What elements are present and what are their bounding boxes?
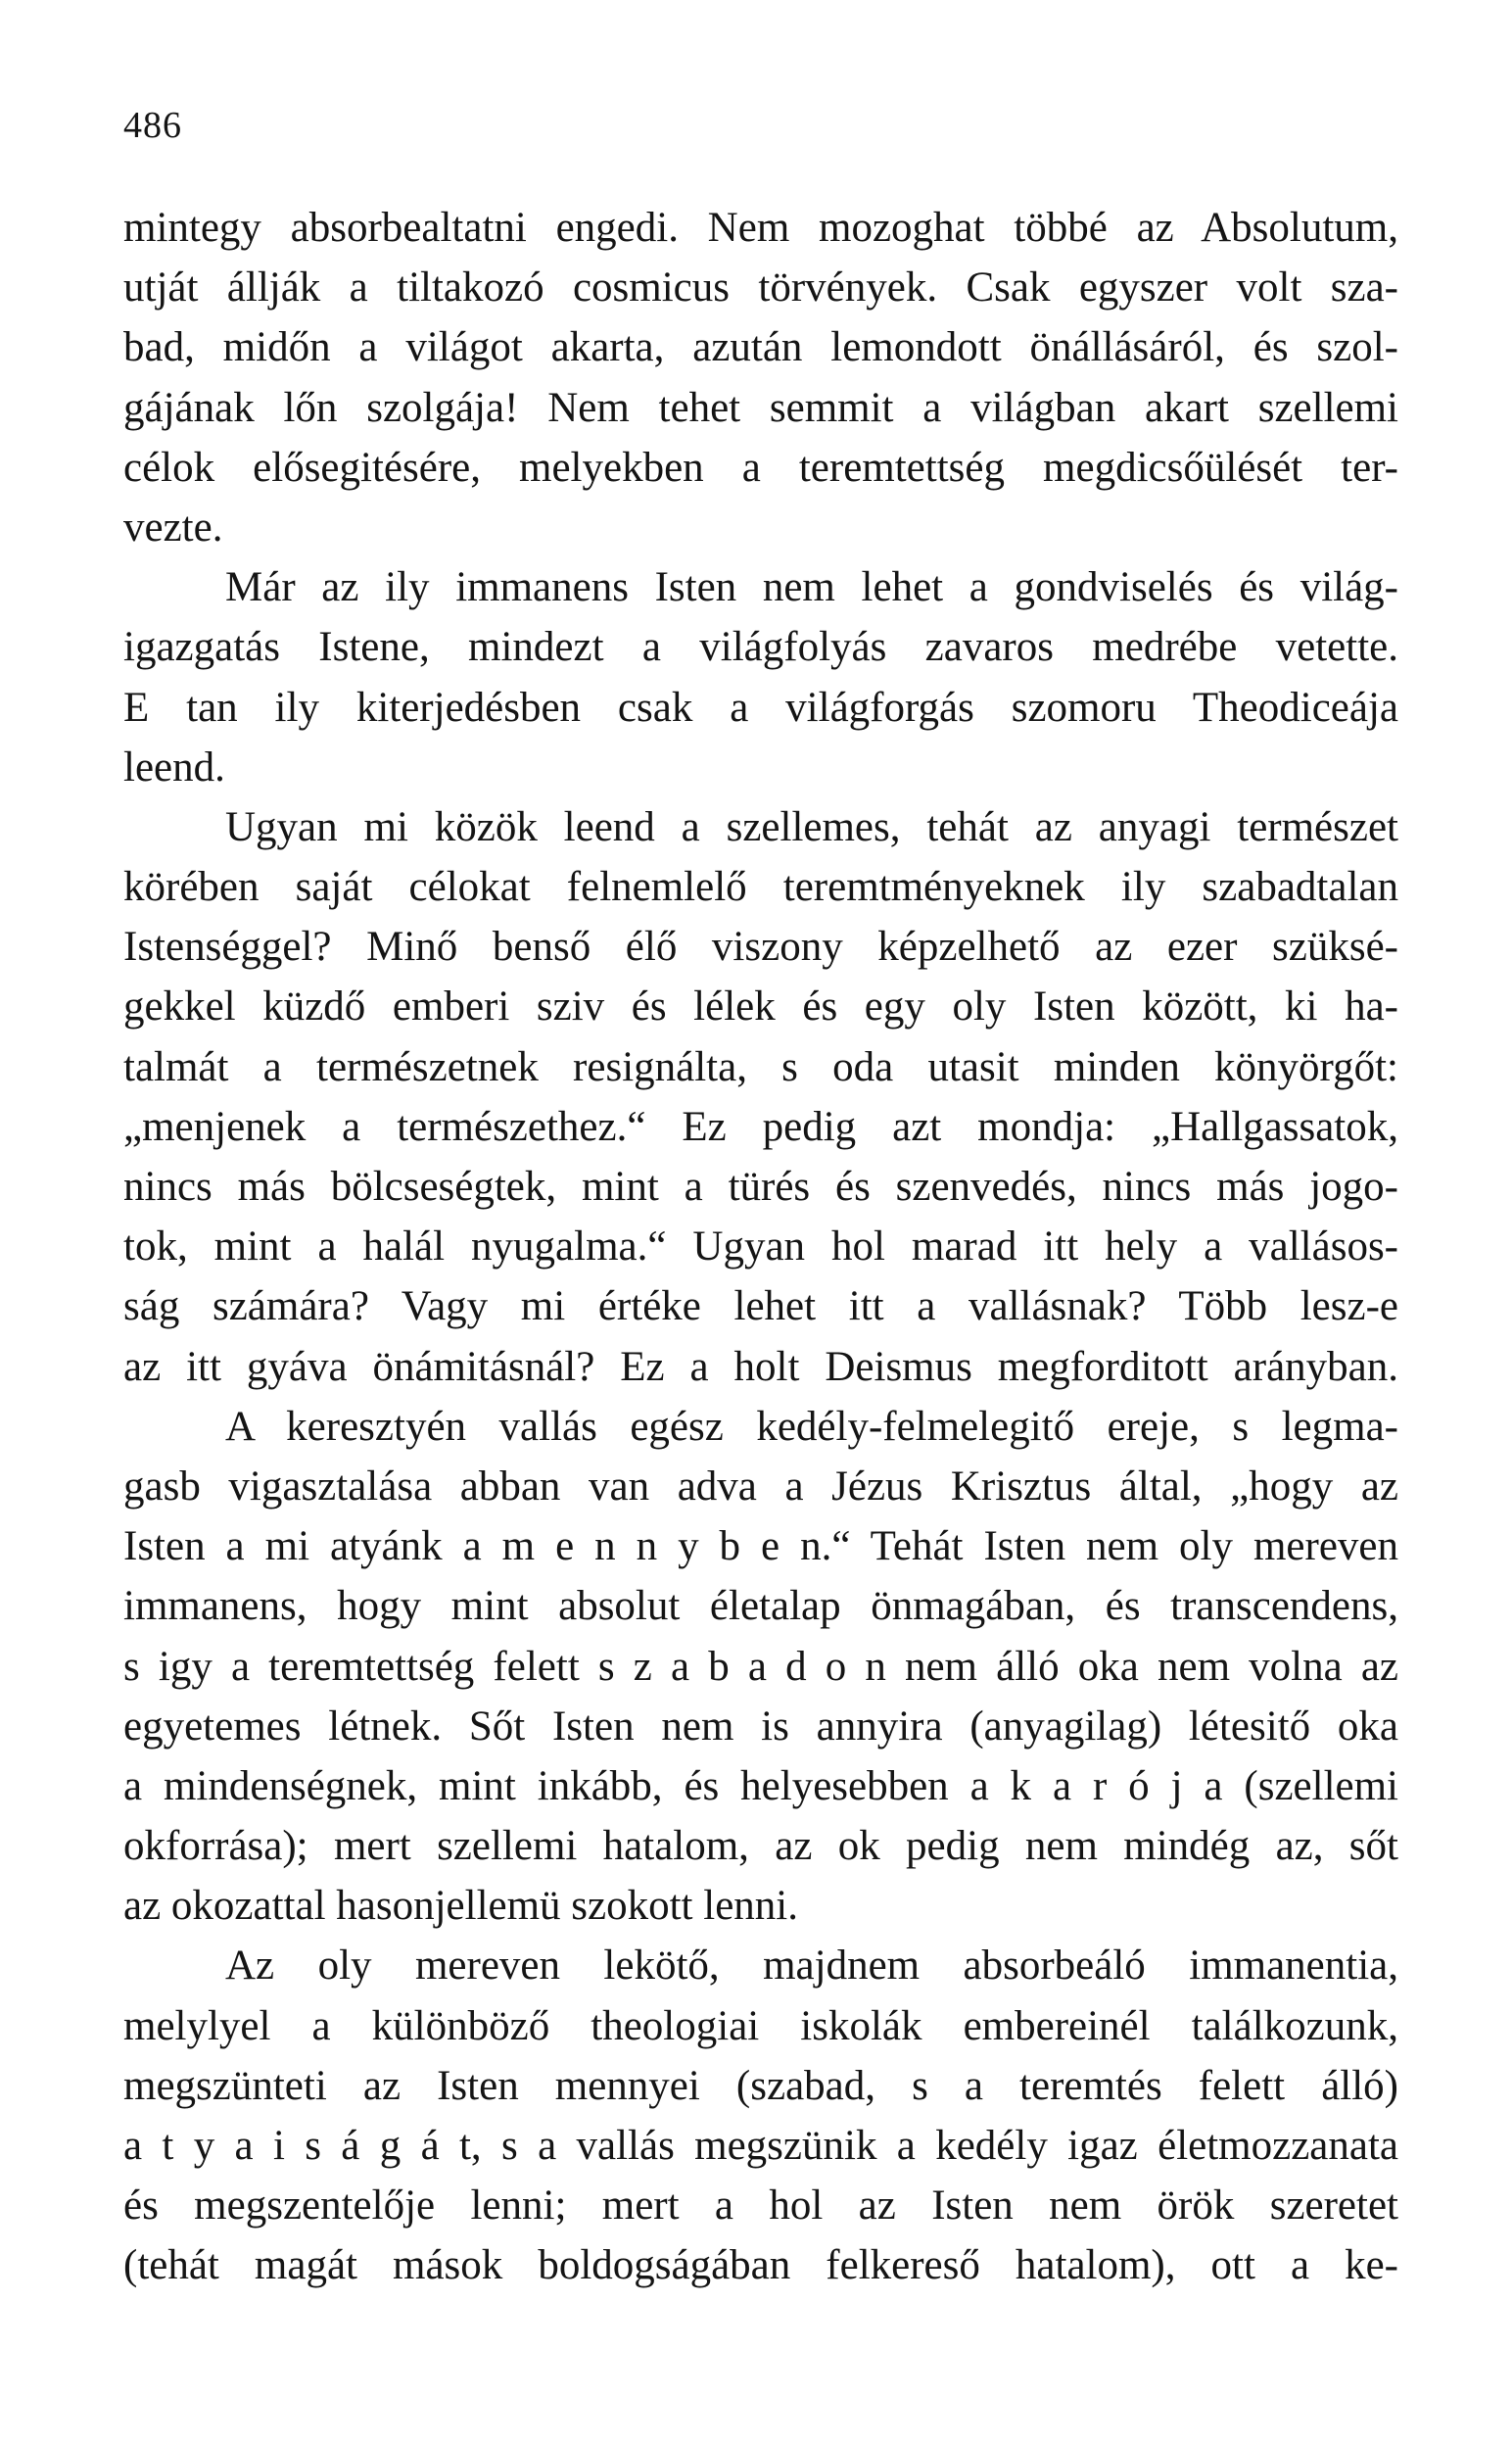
page-number: 486 — [123, 105, 182, 146]
text-line: Isten a mi atyánk a m e n n y b e n.“ Tehát Isten nem oly mereven — [123, 1523, 1398, 1570]
text-line: Ugyan mi közök leend a szellemes, tehát az anyagi természet — [225, 803, 1398, 850]
text-line: tok, mint a halál nyugalma.“ Ugyan hol marad itt hely a vallásos- — [123, 1223, 1398, 1271]
text-line: gekkel küzdő emberi sziv és lélek és egy oly Isten között, ki ha- — [123, 983, 1398, 1031]
body-text — [123, 198, 1398, 2296]
text-line: és megszentelője lenni; mert a hol az Isten nem örök szeretet — [123, 2182, 1398, 2230]
text-line: körében saját célokat felnemlelő teremtményeknek ily szabadtalan — [123, 864, 1398, 911]
text-line: Már az ily immanens Isten nem lehet a gondviselés és világ- — [225, 564, 1398, 611]
text-line: gájának lőn szolgája! Nem tehet semmit a világban akart szellemi — [123, 384, 1398, 431]
text-line: vezte. — [123, 504, 223, 551]
text-line: nincs más bölcseségtek, mint a türés és szenvedés, nincs más jogo- — [123, 1164, 1398, 1210]
text-line: immanens, hogy mint absolut életalap önmagában, és transcendens, — [123, 1583, 1398, 1630]
text-line: talmát a természetnek resignálta, s oda utasit minden könyörgőt: — [123, 1043, 1398, 1090]
text-line: okforrása); mert szellemi hatalom, az ok pedig nem mindég az, sőt — [123, 1823, 1398, 1870]
text-line: (tehát magát mások boldogságában felkereső hatalom), ott a ke- — [123, 2242, 1398, 2289]
text-line: célok elősegitésére, melyekben a teremtettség megdicsőülését ter- — [123, 444, 1398, 491]
text-line: az itt gyáva önámitásnál? Ez a holt Deismus megforditott arányban. — [123, 1343, 1398, 1390]
text-line: bad, midőn a világot akarta, azután lemondott önállásáról, és szol- — [123, 324, 1398, 371]
text-line: ság számára? Vagy mi értéke lehet itt a vallásnak? Több lesz-e — [123, 1283, 1398, 1330]
text-line: „menjenek a természethez.“ Ez pedig azt mondja: „Hallgassatok, — [123, 1103, 1398, 1150]
text-line: E tan ily kiterjedésben csak a világforgás szomoru Theodiceája — [123, 684, 1398, 731]
text-line: utját állják a tiltakozó cosmicus törvények. Csak egyszer volt sza- — [123, 264, 1398, 312]
text-line: megszünteti az Isten mennyei (szabad, s a teremtés felett álló) — [123, 2062, 1398, 2109]
text-line: leend. — [123, 743, 225, 791]
text-line: A keresztyén vallás egész kedély-felmelegitő ereje, s legma- — [225, 1403, 1398, 1450]
text-line: igazgatás Istene, mindezt a világfolyás zavaros medrébe vetette. — [123, 624, 1398, 671]
text-line: gasb vigasztalása abban van adva a Jézus Krisztus által, „hogy az — [123, 1463, 1398, 1510]
text-line: a mindenségnek, mint inkább, és helyesebben a k a r ó j a (szellemi — [123, 1762, 1398, 1809]
text-line: egyetemes létnek. Sőt Isten nem is annyira (anyagilag) létesitő oka — [123, 1703, 1398, 1750]
text-line: s igy a teremtettség felett s z a b a d o n nem álló oka nem volna az — [123, 1643, 1398, 1690]
text-line: Az oly mereven lekötő, majdnem absorbeáló immanentia, — [225, 1942, 1398, 1990]
text-line: a t y a i s á g á t, s a vallás megszünik a kedély igaz életmozzanata — [123, 2123, 1398, 2169]
text-line: melylyel a különböző theologiai iskolák embereinél találkozunk, — [123, 2002, 1398, 2049]
text-line: mintegy absorbealtatni engedi. Nem mozoghat többé az Absolutum, — [123, 205, 1398, 251]
text-line: Istenséggel? Minő benső élő viszony képzelhető az ezer szüksé- — [123, 924, 1398, 971]
text-line: az okozattal hasonjellemü szokott lenni. — [123, 1883, 798, 1930]
